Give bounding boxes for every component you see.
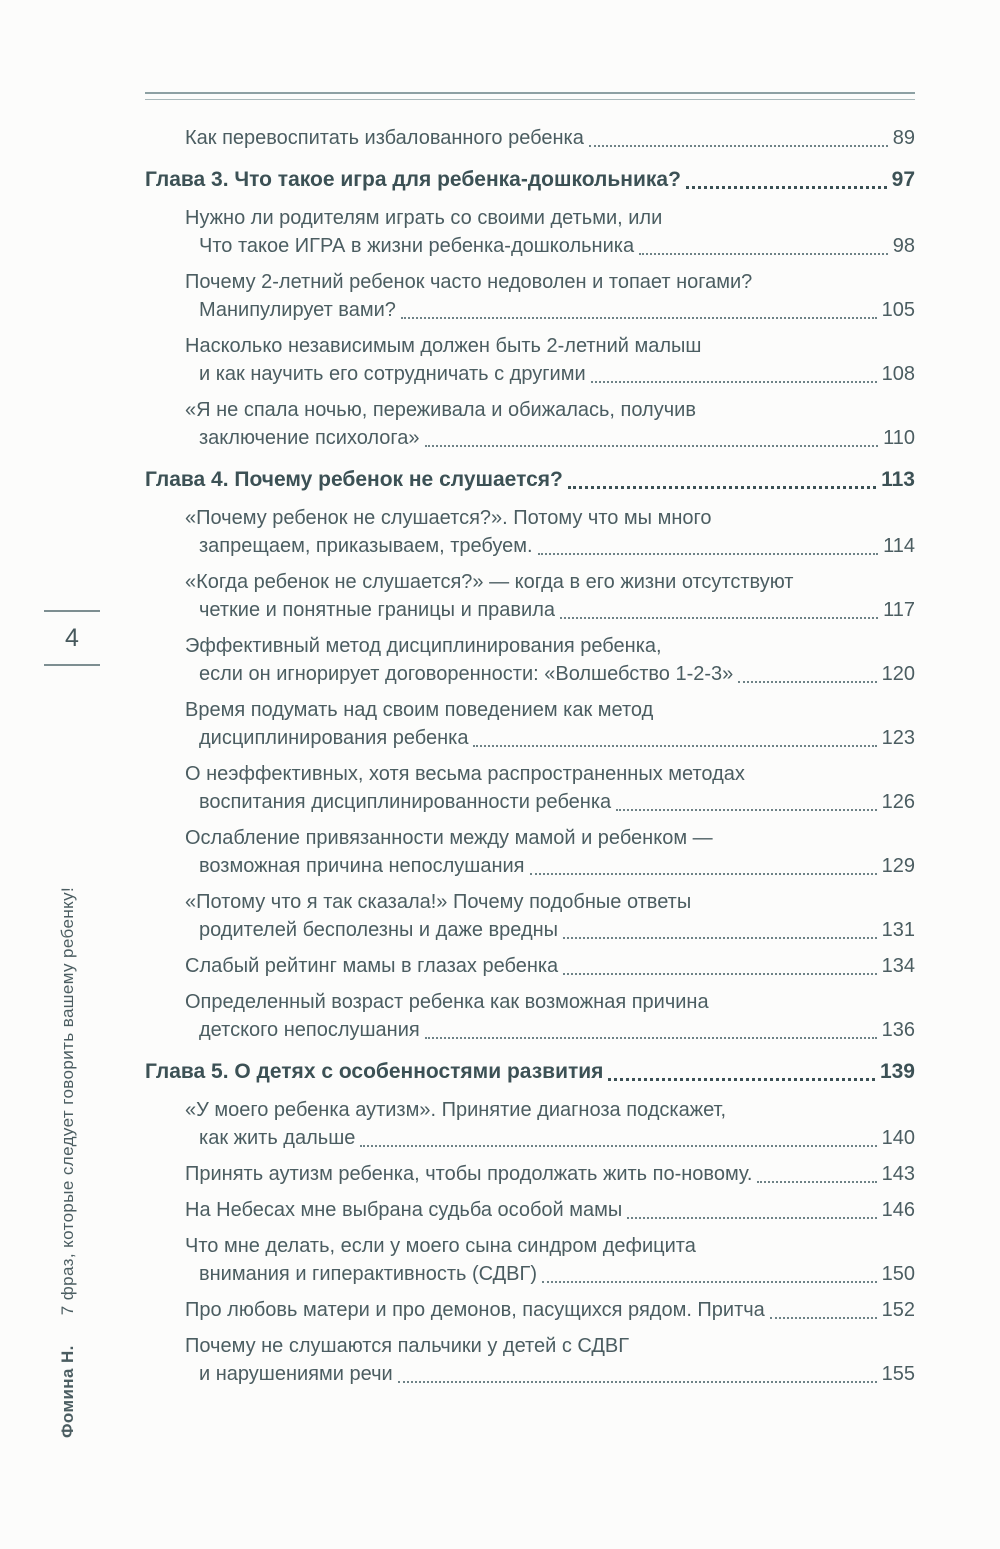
toc-entry-text: дисциплинирования ребенка (199, 727, 469, 749)
toc-entry-line: «Когда ребенок не слушается?» — когда в его жизни отсутствуют (185, 571, 794, 593)
toc-entry (145, 332, 915, 388)
toc-entry (145, 1196, 915, 1224)
dot-leader (542, 1281, 877, 1283)
folio-rule-bottom (44, 664, 100, 666)
margin-page-number: 4 (65, 624, 79, 652)
toc-entry-lines (185, 568, 915, 596)
toc-entry-text: как жить дальше (199, 1127, 356, 1149)
dot-leader (398, 1381, 877, 1383)
toc-entry (145, 824, 915, 880)
toc-entry-last-line (185, 296, 915, 324)
toc-entry-last-line (185, 232, 915, 260)
margin-vertical-title (58, 858, 78, 1438)
toc-entry (145, 988, 915, 1044)
toc-page-number: 108 (881, 363, 915, 385)
toc-entry-last-line (185, 660, 915, 688)
margin-folio (44, 610, 100, 666)
dot-leader (757, 1181, 876, 1183)
double-rule (145, 92, 915, 100)
dot-leader (560, 617, 878, 619)
dot-leader (538, 553, 879, 555)
toc-page-number: 140 (881, 1127, 915, 1149)
toc-entry-lines (185, 204, 915, 232)
toc-entry-line: «Потому что я так сказала!» Почему подобные ответы (185, 891, 692, 913)
toc-entry-text: Что такое ИГРА в жизни ребенка-дошкольника (199, 235, 635, 257)
toc-entry-text: Как перевоспитать избалованного ребенка (185, 127, 584, 149)
margin-book-title: 7 фраз, которые следует говорить вашему ребенку! (58, 886, 77, 1316)
toc-entry-text: Глава 5. О детях с особенностями развития (145, 1060, 604, 1083)
toc-page-number: 134 (881, 955, 915, 977)
toc-entry-last-line (185, 424, 915, 452)
toc-entry-text: и нарушениями речи (199, 1363, 393, 1385)
toc-entry-last-line (185, 360, 915, 388)
toc-entry-text: запрещаем, приказываем, требуем. (199, 535, 533, 557)
toc-entry-lines (185, 1232, 915, 1260)
toc-entry-last-line (185, 532, 915, 560)
toc-entry-line: Нужно ли родителям играть со своими детьми, или (185, 207, 663, 229)
toc-entries (145, 124, 915, 1388)
toc-entry-last-line (185, 1296, 915, 1324)
toc-entry-lines (185, 268, 915, 296)
toc-entry-last-line (185, 916, 915, 944)
toc-entry-last-line (185, 1160, 915, 1188)
toc-entry-last-line (145, 466, 915, 494)
toc-page-number: 105 (881, 299, 915, 321)
toc-page-number: 117 (883, 599, 915, 621)
toc-entry-last-line (145, 166, 915, 194)
toc-entry-lines (185, 1332, 915, 1360)
toc-page-number: 139 (879, 1060, 915, 1083)
toc-entry-last-line (185, 596, 915, 624)
toc-entry (145, 1296, 915, 1324)
dot-leader (530, 873, 877, 875)
toc-entry-last-line (185, 1016, 915, 1044)
toc-entry-text: возможная причина непослушания (199, 855, 525, 877)
toc-entry-text: Про любовь матери и про демонов, пасущихся рядом. Притча (185, 1299, 765, 1321)
toc-entry (145, 1232, 915, 1288)
toc-entry-last-line (185, 952, 915, 980)
toc-entry-last-line (185, 1196, 915, 1224)
toc-page-number: 143 (881, 1163, 915, 1185)
toc-entry (145, 952, 915, 980)
dot-leader (627, 1217, 876, 1219)
dot-leader (360, 1145, 876, 1147)
toc-entry-lines (185, 332, 915, 360)
toc-entry-last-line (185, 1260, 915, 1288)
toc-entry-last-line (145, 1058, 915, 1086)
toc-entry-last-line (185, 852, 915, 880)
toc-entry-lines (185, 632, 915, 660)
toc-entry-text: родителей бесполезны и даже вредны (199, 919, 559, 941)
toc-entry-line: «У моего ребенка аутизм». Принятие диагноза подскажет, (185, 1099, 727, 1121)
toc-entry-last-line (185, 1360, 915, 1388)
toc-entry (145, 1058, 915, 1086)
toc-entry-text: четкие и понятные границы и правила (199, 599, 555, 621)
dot-leader (563, 973, 876, 975)
toc-entry-line: «Почему ребенок не слушается?». Потому что мы много (185, 507, 712, 529)
dot-leader (589, 145, 888, 147)
toc-entry (145, 568, 915, 624)
toc-entry-line: Почему 2-летний ребенок часто недоволен и топает ногами? (185, 271, 753, 293)
dot-leader (401, 317, 877, 319)
toc-entry-text: Принять аутизм ребенка, чтобы продолжать жить по-новому. (185, 1163, 753, 1185)
toc-entry (145, 760, 915, 816)
margin-title-spacer (68, 1315, 69, 1345)
toc-entry-line: Определенный возраст ребенка как возможная причина (185, 991, 709, 1013)
toc-entry-text: На Небесах мне выбрана судьба особой мамы (185, 1199, 623, 1221)
toc-entry-lines (185, 396, 915, 424)
toc-entry-text: внимания и гиперактивность (СДВГ) (199, 1263, 537, 1285)
toc-entry (145, 466, 915, 494)
toc-page-number: 126 (881, 791, 915, 813)
dot-leader (591, 381, 877, 383)
toc-entry-line: Насколько независимым должен быть 2-летний малыш (185, 335, 702, 357)
toc-entry-text: заключение психолога» (199, 427, 420, 449)
toc-page-number: 146 (881, 1199, 915, 1221)
toc-entry-lines (185, 760, 915, 788)
toc-entry (145, 204, 915, 260)
toc-page-number: 89 (892, 127, 915, 149)
toc-entry-last-line (185, 1124, 915, 1152)
toc-entry-line: Почему не слушаются пальчики у детей с СДВГ (185, 1335, 630, 1357)
toc-page-number: 150 (881, 1263, 915, 1285)
toc-entry-lines (185, 988, 915, 1016)
toc-entry (145, 166, 915, 194)
toc-page-number: 123 (881, 727, 915, 749)
margin-author: Фомина Н. (58, 1345, 77, 1438)
toc-entry-last-line (185, 124, 915, 152)
toc-page-number: 120 (881, 663, 915, 685)
toc-page-number: 98 (892, 235, 915, 257)
toc-entry (145, 268, 915, 324)
toc-entry-text: Глава 3. Что такое игра для ребенка-дошкольника? (145, 168, 681, 191)
toc-entry (145, 888, 915, 944)
toc-page-number: 129 (881, 855, 915, 877)
toc-page-number: 136 (881, 1019, 915, 1041)
toc-entry (145, 124, 915, 152)
dot-leader (425, 445, 879, 447)
toc-entry-text: Слабый рейтинг мамы в глазах ребенка (185, 955, 559, 977)
toc-entry (145, 696, 915, 752)
toc-page-number: 97 (891, 168, 915, 191)
toc-page-number: 114 (883, 535, 915, 557)
dot-leader (738, 681, 876, 683)
toc-entry-line: «Я не спала ночью, переживала и обижалась, получив (185, 399, 696, 421)
dot-leader (568, 486, 876, 489)
dot-leader (608, 1078, 875, 1081)
toc-page-number: 152 (881, 1299, 915, 1321)
toc-entry-text: детского непослушания (199, 1019, 420, 1041)
toc-page-number: 155 (881, 1363, 915, 1385)
toc-entry-lines (185, 504, 915, 532)
toc-page-number: 113 (881, 468, 915, 491)
dot-leader (616, 809, 876, 811)
dot-leader (473, 745, 876, 747)
dot-leader (563, 937, 877, 939)
toc-entry-last-line (185, 724, 915, 752)
toc-entry-lines (185, 1096, 915, 1124)
toc-entry (145, 1160, 915, 1188)
toc-entry-line: Что мне делать, если у моего сына синдром дефицита (185, 1235, 696, 1257)
toc-entry-lines (185, 696, 915, 724)
toc-entry-text: Глава 4. Почему ребенок не слушается? (145, 468, 563, 491)
dot-leader (770, 1317, 877, 1319)
toc-entry-line: Эффективный метод дисциплинирования ребенка, (185, 635, 662, 657)
toc-entry-lines (185, 888, 915, 916)
toc-page-number: 110 (883, 427, 915, 449)
toc-entry-text: воспитания дисциплинированности ребенка (199, 791, 612, 813)
toc-entry (145, 504, 915, 560)
toc-entry (145, 632, 915, 688)
toc-page-number: 131 (881, 919, 915, 941)
toc-entry-line: Ослабление привязанности между мамой и ребенком — (185, 827, 713, 849)
toc-entry-line: Время подумать над своим поведением как метод (185, 699, 654, 721)
toc-entry-text: если он игнорирует договоренности: «Волшебство 1-2-3» (199, 663, 734, 685)
dot-leader (425, 1037, 877, 1039)
dot-leader (686, 186, 887, 189)
toc-entry-line: О неэффективных, хотя весьма распространенных методах (185, 763, 745, 785)
toc-entry (145, 1096, 915, 1152)
toc-entry-lines (185, 824, 915, 852)
table-of-contents (145, 124, 915, 1396)
toc-entry (145, 396, 915, 452)
dot-leader (639, 253, 888, 255)
toc-entry-last-line (185, 788, 915, 816)
toc-entry (145, 1332, 915, 1388)
toc-entry-text: Манипулирует вами? (199, 299, 396, 321)
toc-entry-text: и как научить его сотрудничать с другими (199, 363, 586, 385)
